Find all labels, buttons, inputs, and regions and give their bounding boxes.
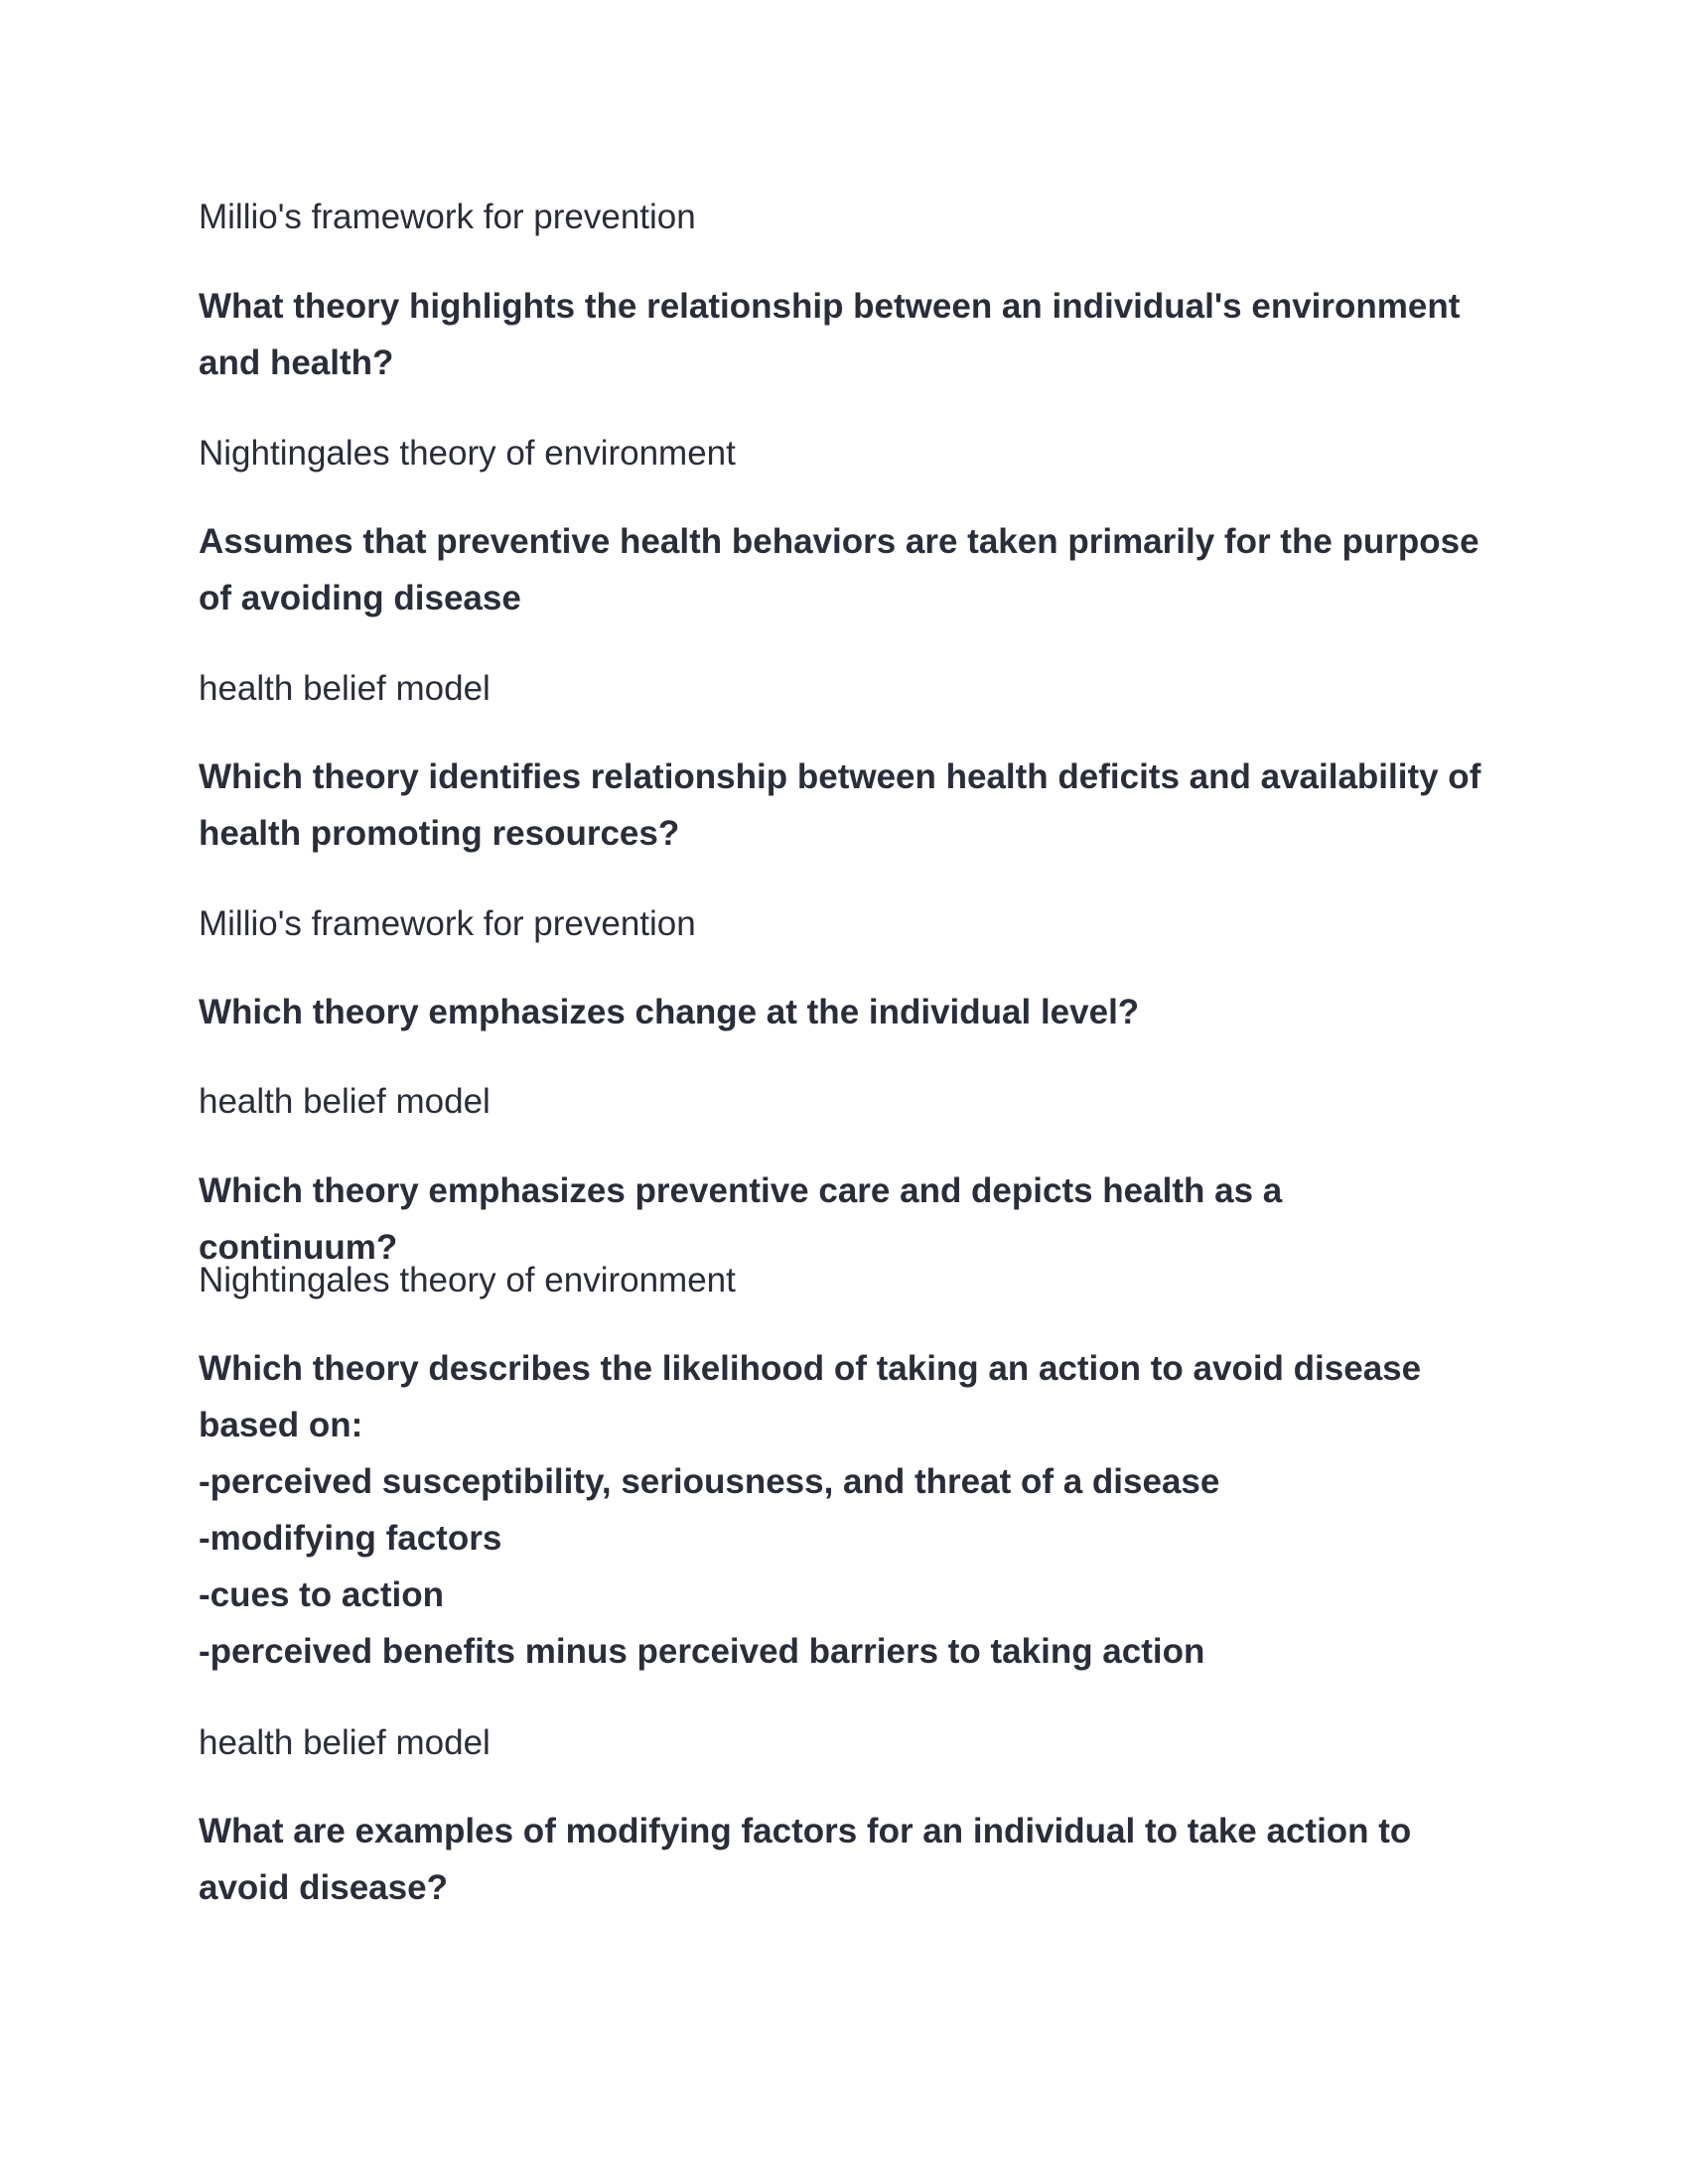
question-line: -perceived benefits minus perceived barriers to taking action xyxy=(199,1632,1205,1671)
question-text: Which theory emphasizes change at the individual level? xyxy=(199,993,1140,1031)
answer-text: Nightingales theory of environment xyxy=(199,434,736,473)
answer-text: Nightingales theory of environment xyxy=(199,1261,736,1299)
question-text: Assumes that preventive health behaviors are taken primarily for the purpose of avoiding disease xyxy=(199,522,1479,617)
question-line: Which theory describes the likelihood of taking an action to avoid disease based on: xyxy=(199,1349,1422,1444)
answer-text: health belief model xyxy=(199,669,491,708)
answer-text: Millio's framework for prevention xyxy=(199,198,696,236)
question-line: -cues to action xyxy=(199,1575,444,1614)
answer-text: health belief model xyxy=(199,1723,491,1762)
question-text: What are examples of modifying factors for an individual to take action to avoid disease? xyxy=(199,1812,1412,1907)
question-text: What theory highlights the relationship between an individual's environment and health? xyxy=(199,287,1461,382)
answer-text: health belief model xyxy=(199,1082,491,1121)
question-text: Which theory identifies relationship between health deficits and availability of health promoting resources? xyxy=(199,757,1481,853)
question-multiline xyxy=(199,1340,1489,1680)
question-line: -modifying factors xyxy=(199,1519,502,1558)
question-line: -perceived susceptibility, seriousness, and threat of a disease xyxy=(199,1462,1220,1501)
answer-text: Millio's framework for prevention xyxy=(199,904,696,943)
question-text: Which theory emphasizes preventive care and depicts health as a continuum? xyxy=(199,1171,1283,1267)
